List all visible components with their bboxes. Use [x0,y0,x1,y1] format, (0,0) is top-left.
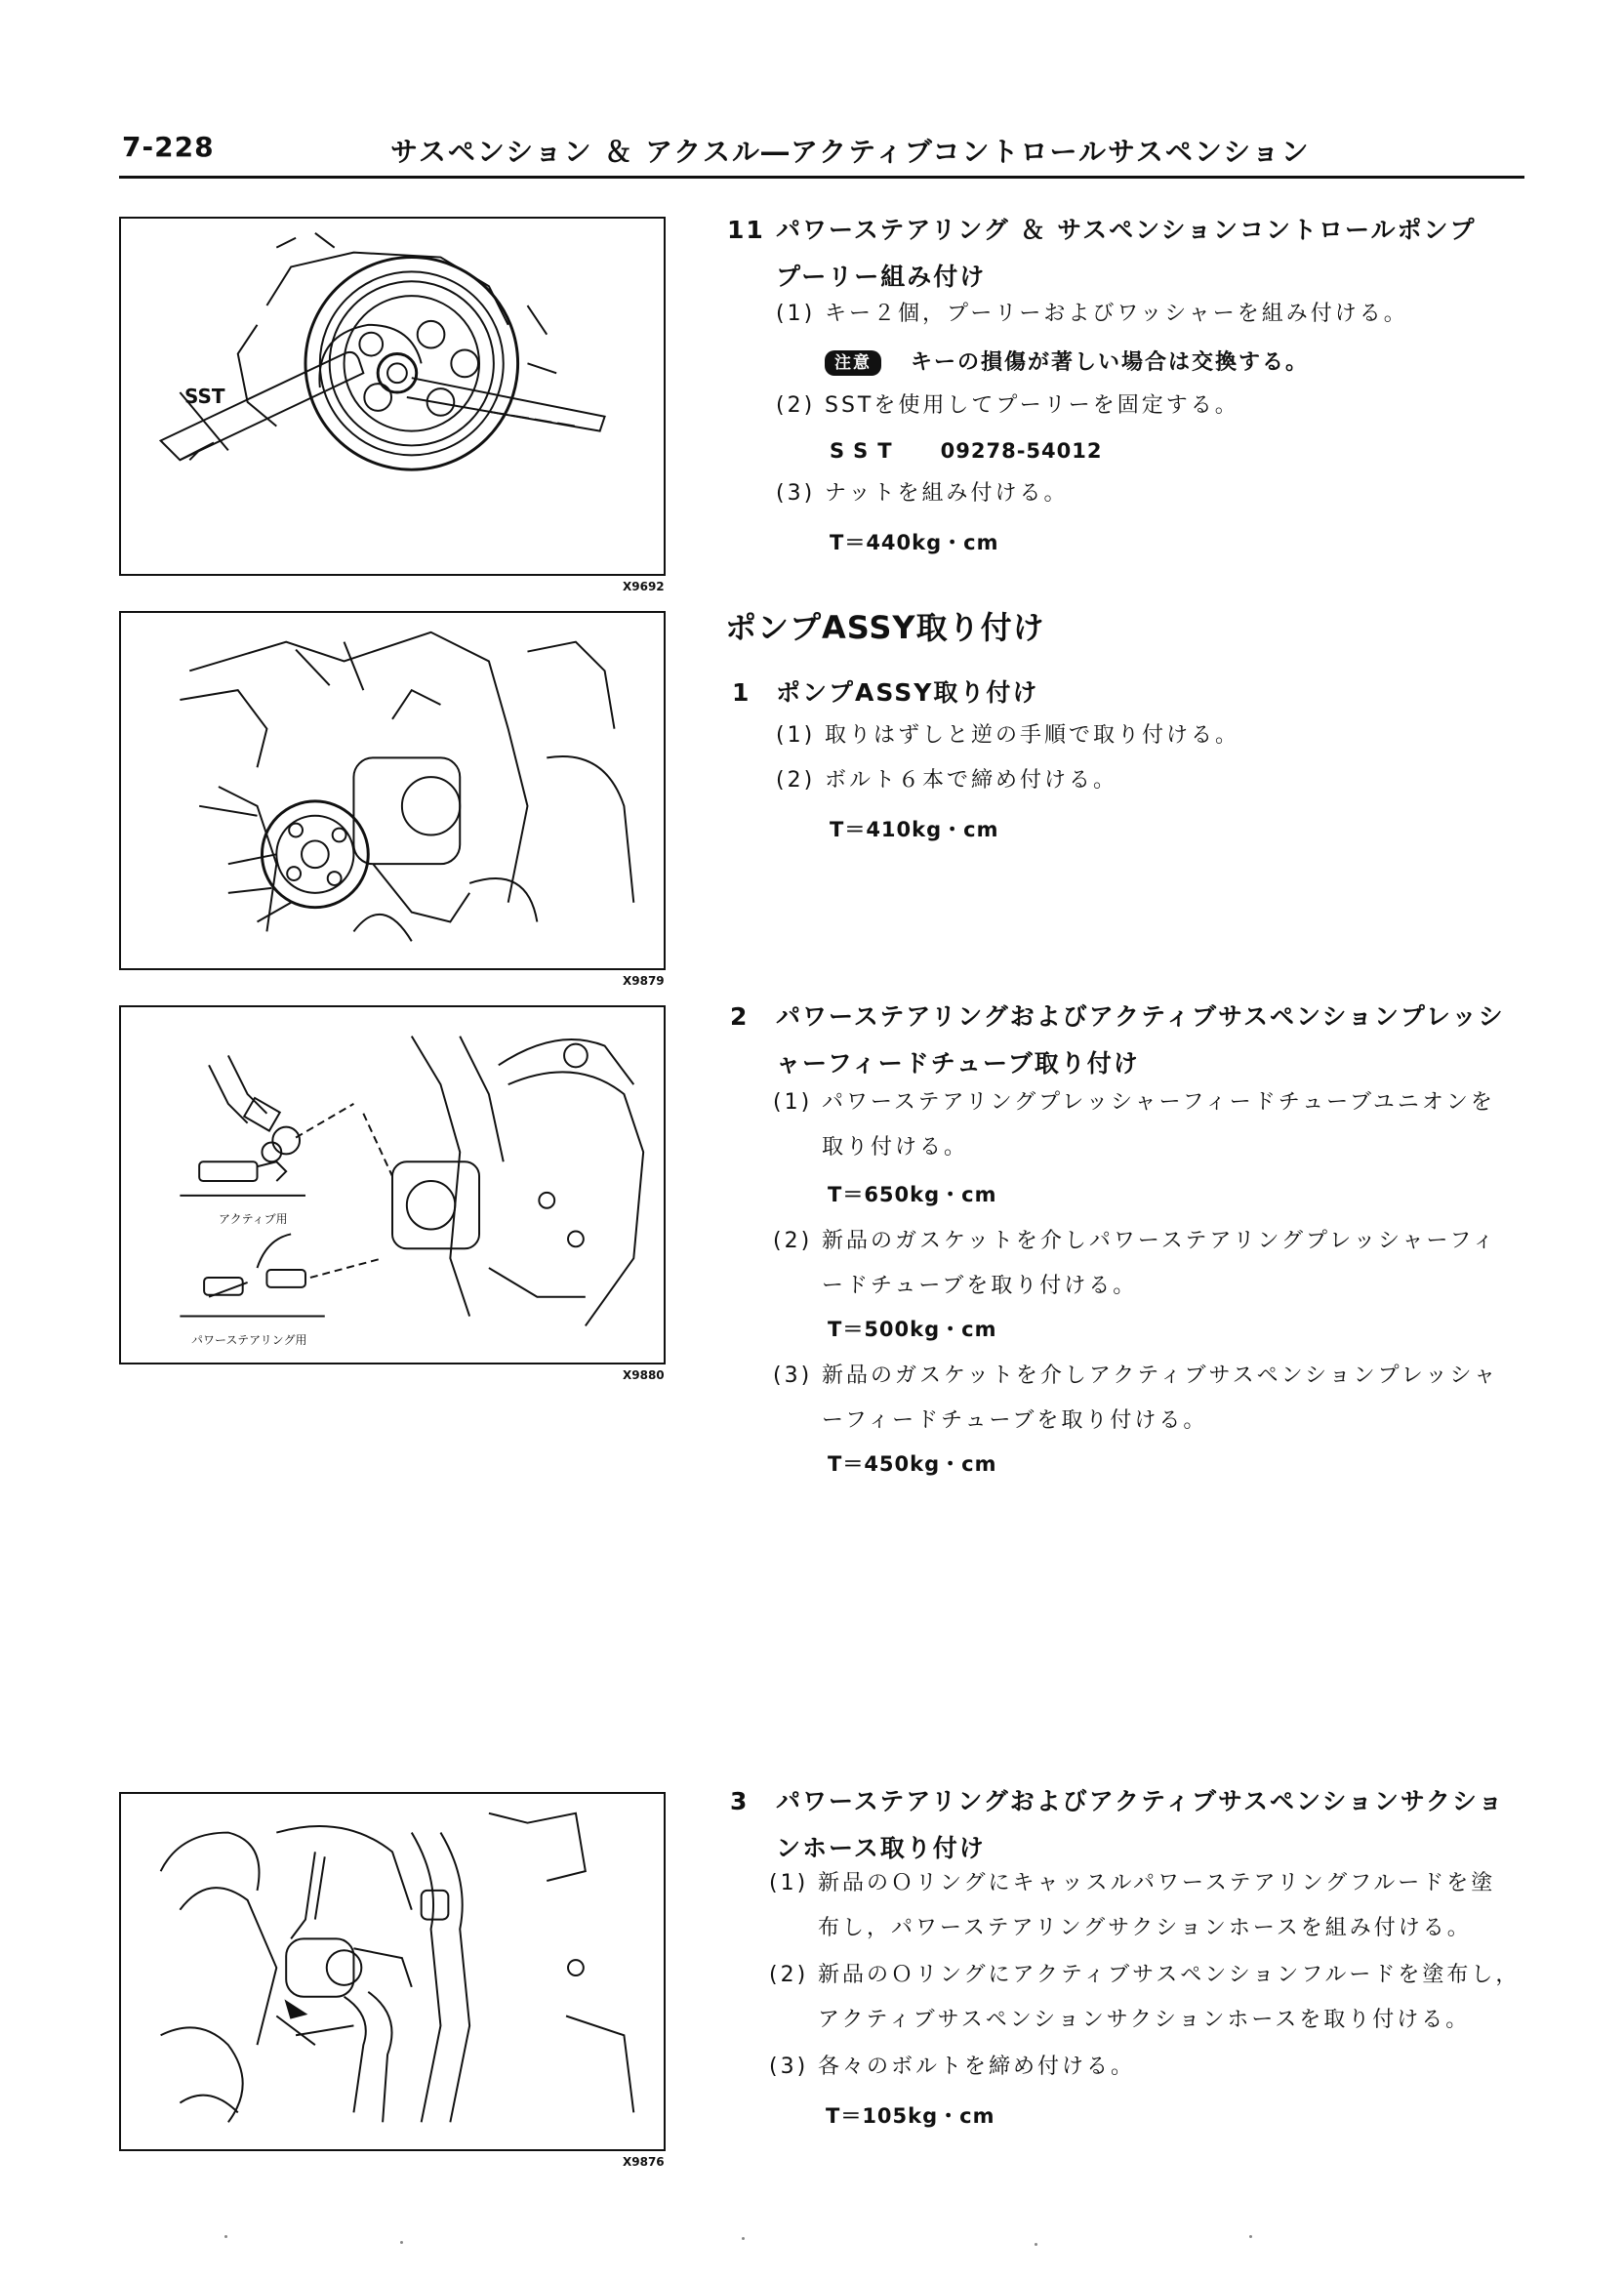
item-text-cont: ーフィードチューブを取り付ける。 [822,1408,1208,1433]
item-text: キー２個，プーリーおよびワッシャーを組み付ける。 [825,302,1408,326]
step-3-item-3 [769,2046,1530,2089]
item-text-cont: アクティブサスペンションサクションホースを取り付ける。 [818,2008,1471,2032]
item-number: (1) [776,302,816,326]
step-2-item-1 [773,1081,1534,1167]
sst-number: 09278-54012 [940,439,1103,463]
step-2-item-2 [773,1220,1534,1306]
step-1-item-1 [776,714,1537,757]
step-title: パワーステアリングおよびアクティブサスペンションプレッシ [776,1002,1505,1031]
item-text: SSTを使用してプーリーを固定する。 [825,393,1239,418]
header-divider [119,176,1524,179]
item-number: (1) [769,1871,809,1895]
item-text: 新品のＯリングにキャッスルパワーステアリングフルードを塗 [818,1871,1496,1895]
item-number: (1) [776,723,816,748]
item-text: パワーステアリングプレッシャーフィードチューブユニオンを [822,1090,1495,1115]
item-text: 取りはずしと逆の手順で取り付ける。 [825,723,1240,748]
item-text-cont: ードチューブを取り付ける。 [822,1274,1138,1298]
caution-badge: 注意 [825,350,881,376]
step-title: パワーステアリングおよびアクティブサスペンションサクショ [776,1787,1505,1815]
sst-callout-label: SST [184,385,225,408]
page-title: サスペンション ＆ アクスル―アクティブコントロールサスペンション [390,136,1311,168]
step-number: 1 [732,678,751,707]
caution-note [825,346,1309,376]
item-number: (2) [776,768,816,793]
page-number: 7-228 [122,131,215,163]
item-text: ボルト６本で締め付ける。 [825,768,1118,793]
step-11-item-2 [776,385,1537,428]
step-title: ポンプASSY取り付け [776,678,1039,707]
step-title: パワーステアリング ＆ サスペンションコントロールポンプ [776,216,1477,244]
step-3-item-1 [769,1862,1530,1948]
torque-value: T＝105kg・cm [826,2104,995,2128]
figure-code: X9692 [623,580,665,593]
figure-code: X9880 [623,1368,665,1382]
section-heading: ポンプASSY取り付け [725,609,1045,646]
item-text: 新品のガスケットを介しパワーステアリングプレッシャーフィ [822,1229,1497,1253]
feed-tube-illustration [121,1007,664,1363]
figure-pulley-sst [119,217,666,576]
suction-hose-illustration [121,1794,664,2149]
item-text-cont: 布し，パワーステアリングサクションホースを組み付ける。 [818,1916,1472,1940]
caution-text: キーの損傷が著しい場合は交換する。 [911,350,1310,375]
item-number: (3) [776,481,816,506]
step-2 [730,994,1530,1091]
pump-assembly-illustration [121,613,664,968]
item-text: 各々のボルトを締め付ける。 [818,2055,1136,2079]
item-number: (1) [773,1090,813,1115]
step-number: 11 [727,216,765,244]
step-title-cont: プーリー組み付け [776,263,987,291]
step-1-item-2 [776,759,1537,802]
item-text-cont: 取り付ける。 [822,1135,969,1160]
step-title-cont: ャーフィードチューブ取り付け [776,1049,1140,1078]
item-number: (2) [773,1229,813,1253]
figure-pump-assembly [119,611,666,970]
torque-value: T＝410kg・cm [830,818,999,841]
power-steering-use-label: パワーステアリング用 [191,1333,307,1347]
step-number: 3 [730,1787,750,1815]
step-11 [727,207,1527,305]
scan-speck [742,2237,745,2240]
item-number: (2) [776,393,816,418]
figure-code: X9876 [623,2155,665,2169]
step-11-item-1 [776,293,1537,336]
step-2-item-3 [773,1355,1534,1441]
item-text: ナットを組み付ける。 [825,481,1069,506]
step-number: 2 [730,1002,750,1031]
step-11-item-3 [776,472,1537,515]
figure-feed-tube [119,1005,666,1364]
sst-label: SST [830,439,902,463]
item-number: (3) [773,1364,813,1388]
step-3-item-2 [769,1954,1530,2040]
figure-suction-hose [119,1792,666,2151]
scan-speck [224,2235,227,2238]
torque-value: T＝450kg・cm [828,1452,997,1476]
scan-speck [1035,2243,1037,2246]
torque-value: T＝500kg・cm [828,1318,997,1341]
step-3 [730,1778,1530,1876]
item-number: (3) [769,2055,809,2079]
item-number: (2) [769,1963,809,1987]
torque-value: T＝650kg・cm [828,1183,997,1206]
item-text: 新品のガスケットを介しアクティブサスペンションプレッシャ [822,1364,1499,1388]
torque-value: T＝440kg・cm [830,531,999,554]
figure-code: X9879 [623,974,665,988]
active-use-label: アクティブ用 [219,1212,288,1226]
sst-spec [830,439,1102,463]
step-title-cont: ンホース取り付け [776,1834,986,1862]
item-text: 新品のＯリングにアクティブサスペンションフルードを塗布し， [818,1963,1521,1987]
scan-speck [400,2241,403,2244]
scan-speck [1249,2235,1252,2238]
step-1 [732,670,1532,716]
